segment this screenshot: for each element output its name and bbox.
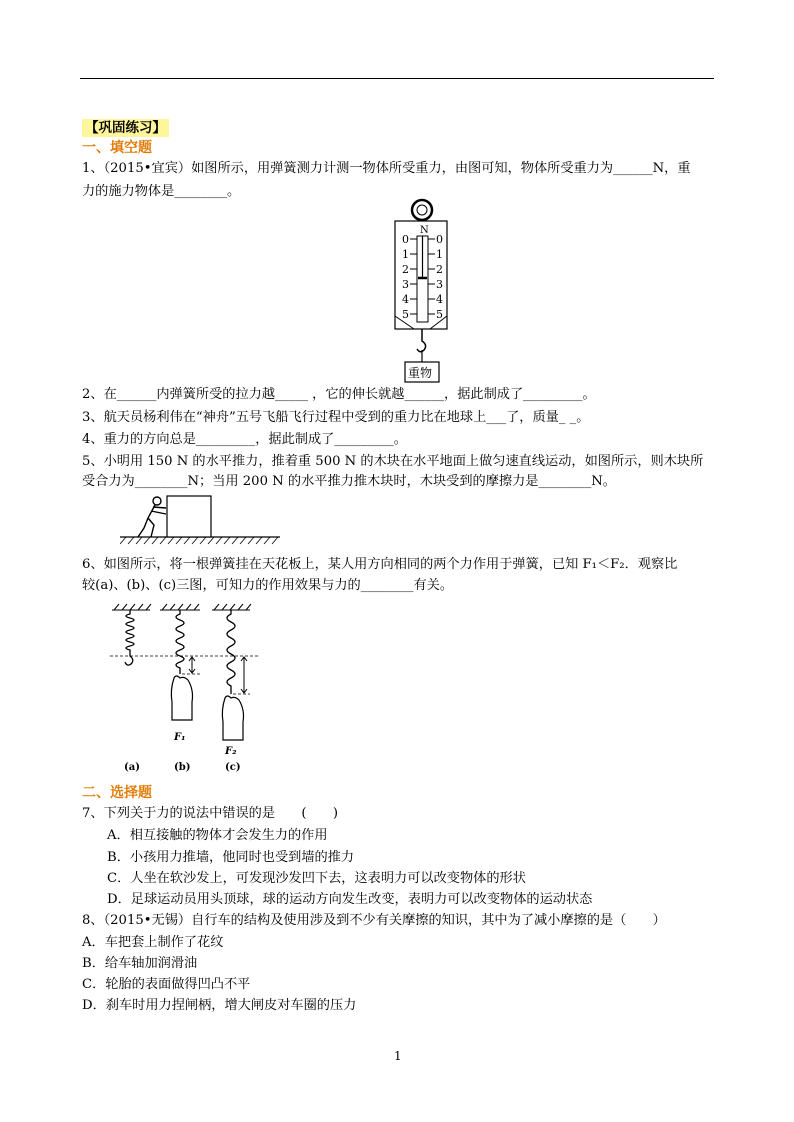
q1-line2: 力的施力物体是________。 bbox=[82, 184, 241, 199]
spring-a bbox=[125, 610, 134, 665]
ground-hatch bbox=[120, 537, 278, 544]
scale-tick-left-5: 5 bbox=[402, 308, 409, 321]
q8-option-c: C．轮胎的表面做得凹凸不平 bbox=[82, 977, 251, 992]
spring-scale-figure bbox=[380, 196, 460, 386]
extension-arrow-c bbox=[241, 657, 247, 693]
section-heading-fill-blank: 一、填空题 bbox=[82, 140, 152, 156]
weight-label: 重物 bbox=[408, 366, 433, 380]
q8-option-a: A．车把套上制作了花纹 bbox=[82, 935, 224, 950]
scale-tick-right-5: 5 bbox=[436, 308, 443, 321]
scale-tick-right-2: 2 bbox=[436, 263, 443, 276]
caption-a: (a) bbox=[124, 762, 140, 773]
q8-option-d: D．刹车时用力捏闸柄，增大闸皮对车圈的压力 bbox=[82, 998, 357, 1013]
page-number: 1 bbox=[394, 1049, 402, 1063]
q7-option-a: A．相互接触的物体才会发生力的作用 bbox=[107, 828, 328, 843]
q7-option-b: B．小孩用力推墙，他同时也受到墙的推力 bbox=[107, 850, 355, 865]
scale-tick-left-2: 2 bbox=[402, 263, 409, 276]
header-rule bbox=[80, 78, 714, 79]
scale-tick-right-4: 4 bbox=[436, 293, 443, 306]
q5-line1: 5、小明用 150 N 的水平推力，推着重 500 N 的木块在水平地面上做匀速直线运动，如图所示，则木块所 bbox=[82, 454, 704, 469]
caption-c: (c) bbox=[225, 762, 241, 773]
spring-b bbox=[176, 610, 184, 674]
force-label-f2: F₂ bbox=[225, 746, 237, 757]
q7-option-d: D．足球运动员用头顶球，球的运动方向发生改变，表明力可以改变物体的运动状态 bbox=[107, 892, 593, 907]
section-tag: 【巩固练习】 bbox=[82, 119, 169, 137]
scale-tick-right-3: 3 bbox=[436, 278, 443, 291]
ceilings bbox=[112, 604, 251, 610]
q8-option-b: B．给车轴加润滑油 bbox=[82, 956, 198, 971]
spring-c bbox=[227, 610, 235, 694]
scale-unit: N bbox=[420, 225, 429, 236]
q6-line1: 6、如图所示，将一根弹簧挂在天花板上，某人用方向相同的两个力作用于弹簧，已知 F₁＜F₂．观察比 bbox=[82, 557, 678, 572]
scale-tick-left-3: 3 bbox=[402, 278, 409, 291]
q7-option-c: C．人坐在软沙发上，可发现沙发凹下去，这表明力可以改变物体的形状 bbox=[107, 871, 526, 886]
q6-line2: 较(a)、(b)、(c)三图，可知力的作用效果与力的________有关。 bbox=[82, 578, 454, 593]
scale-hook bbox=[417, 329, 426, 352]
scale-tick-right-0: 0 bbox=[436, 233, 443, 246]
force-label-f1: F₁ bbox=[174, 732, 186, 743]
q3-line: 3、航天员杨利伟在“神舟”五号飞船飞行过程中受到的重力比在地球上___了，质量_ _。 bbox=[82, 410, 590, 425]
q1-line1: 1、（2015•宜宾）如图所示，用弹簧测力计测一物体所受重力，由图可知，物体所受重力为______N，重 bbox=[82, 161, 691, 176]
scale-tick-left-1: 1 bbox=[402, 248, 409, 261]
scale-ring bbox=[412, 200, 432, 220]
q7-stem: 7、下列关于力的说法中错误的是 ( ) bbox=[82, 806, 339, 821]
q5-line2: 受合力为________N；当用 200 N 的水平推力推木块时，木块受到的摩擦力是________N。 bbox=[82, 474, 616, 489]
q4-line: 4、重力的方向总是_________，据此制成了_________。 bbox=[82, 432, 407, 447]
extension-arrow-b bbox=[189, 657, 195, 673]
section-heading-choice: 二、选择题 bbox=[82, 785, 152, 801]
scale-tick-right-1: 1 bbox=[436, 248, 443, 261]
push-block-figure bbox=[120, 492, 280, 552]
pushing-person bbox=[138, 497, 166, 537]
scale-tick-left-0: 0 bbox=[402, 233, 409, 246]
hand-b bbox=[171, 676, 192, 720]
spring-comparison-figure bbox=[100, 598, 270, 778]
caption-b: (b) bbox=[174, 762, 191, 773]
q2-line: 2、在______内弹簧所受的拉力越_____ ，它的伸长就越______，据此制成了_________。 bbox=[82, 387, 596, 402]
q8-stem: 8、（2015•无锡）自行车的结构及使用涉及到不少有关摩擦的知识，其中为了减小摩擦的是（ ） bbox=[82, 913, 666, 928]
wood-block bbox=[167, 496, 211, 537]
hand-c bbox=[222, 696, 243, 740]
scale-tick-left-4: 4 bbox=[402, 293, 409, 306]
